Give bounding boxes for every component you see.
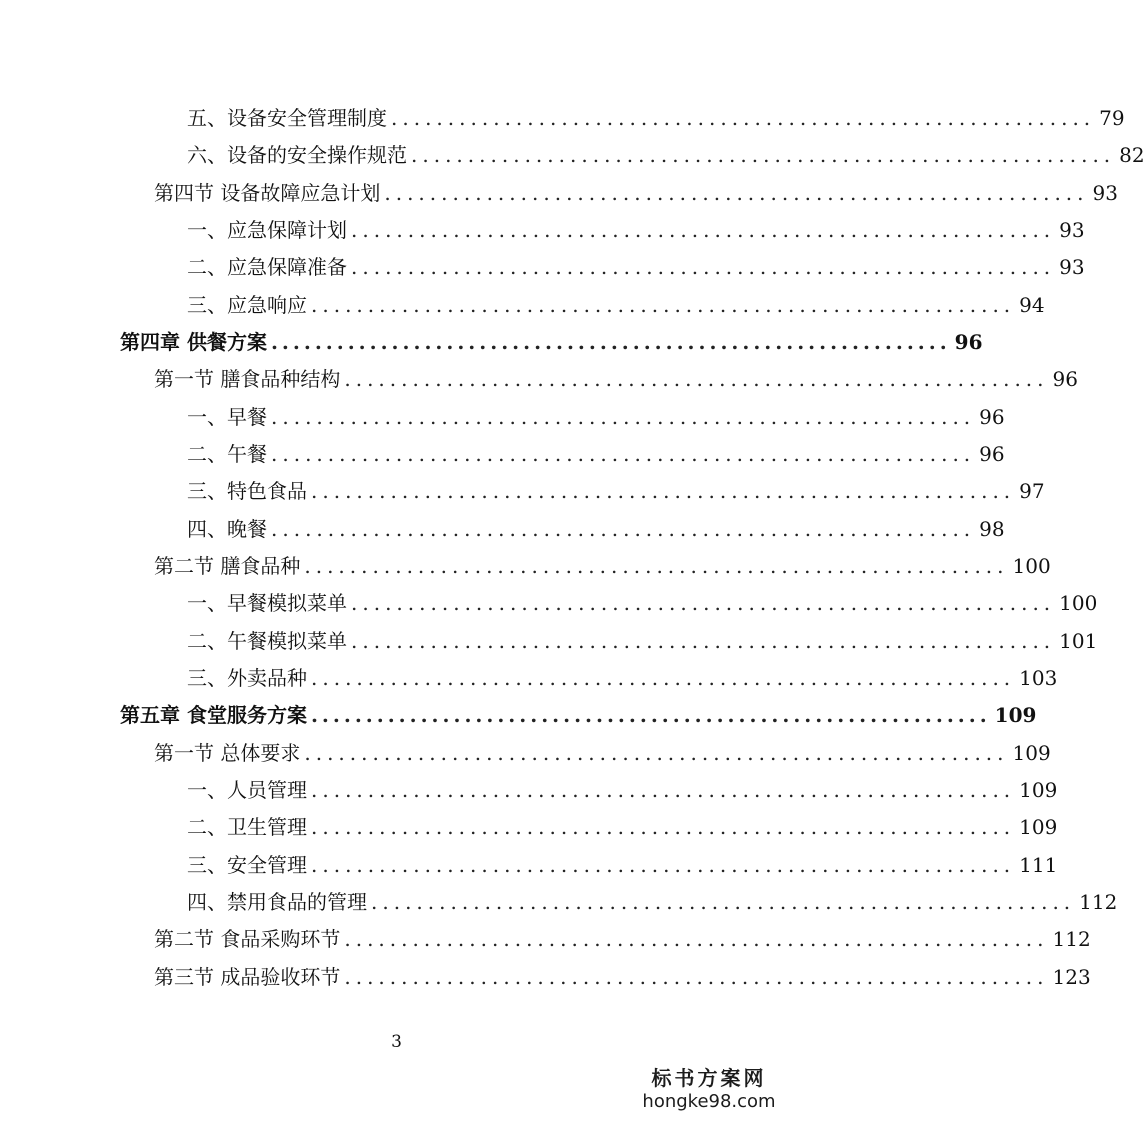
dot-leader: .............................................................. <box>271 517 976 541</box>
toc-entry-page: 109 <box>1019 778 1058 802</box>
toc-entry-page: 109 <box>1012 741 1051 765</box>
toc-entry-label: 三、特色食品 <box>187 479 307 503</box>
toc-entry[interactable] <box>187 249 1085 285</box>
toc-entry[interactable] <box>187 585 1098 621</box>
toc-entry[interactable] <box>187 212 1085 248</box>
dot-leader: .............................................................. <box>271 405 976 429</box>
dot-leader: .............................................................. <box>304 554 1009 578</box>
toc-entry[interactable] <box>187 399 1005 435</box>
dot-leader: .............................................................. <box>311 666 1016 690</box>
watermark-logo <box>639 1062 779 1112</box>
toc-entry-page: 100 <box>1059 591 1098 615</box>
toc-entry[interactable] <box>187 623 1098 659</box>
toc-entry-page: 112 <box>1079 890 1118 914</box>
toc-entry-page: 96 <box>954 330 983 354</box>
dot-leader: .............................................................. <box>351 218 1056 242</box>
toc-entry-page: 96 <box>979 405 1005 429</box>
dot-leader: .............................................................. <box>310 703 991 727</box>
toc-entry-label: 三、外卖品种 <box>187 666 307 690</box>
toc-entry-page: 112 <box>1052 927 1091 951</box>
toc-entry-label: 第四节 设备故障应急计划 <box>154 181 381 205</box>
toc-entry-label: 六、设备的安全操作规范 <box>187 143 407 167</box>
toc-entry-page: 101 <box>1059 629 1098 653</box>
toc-entry[interactable] <box>187 809 1058 845</box>
toc-entry-label: 二、午餐 <box>187 442 267 466</box>
page-number: 3 <box>391 1032 402 1052</box>
toc-entry-page: 98 <box>979 517 1005 541</box>
toc-entry-label: 五、设备安全管理制度 <box>187 106 387 130</box>
dot-leader: .............................................................. <box>411 143 1116 167</box>
toc-entry[interactable] <box>187 287 1045 323</box>
toc-entry[interactable] <box>187 100 1125 136</box>
toc-entry-label: 第二节 膳食品种 <box>154 554 301 578</box>
watermark-title: 标书方案网 <box>651 1066 767 1090</box>
toc-entry[interactable] <box>154 921 1091 957</box>
toc-entry[interactable] <box>187 473 1045 509</box>
toc-entry[interactable] <box>154 959 1091 995</box>
toc-entry[interactable] <box>154 175 1118 211</box>
toc-entry[interactable] <box>154 548 1051 584</box>
toc-entry[interactable] <box>154 735 1051 771</box>
toc-entry[interactable] <box>187 511 1005 547</box>
dot-leader: .............................................................. <box>304 741 1009 765</box>
toc-entry-chapter[interactable] <box>120 324 983 360</box>
toc-entry-page: 111 <box>1019 853 1058 877</box>
dot-leader: .............................................................. <box>384 181 1089 205</box>
toc-entry-label: 三、安全管理 <box>187 853 307 877</box>
toc-entry-page: 93 <box>1059 255 1085 279</box>
dot-leader: .............................................................. <box>351 629 1056 653</box>
toc-entry-page: 96 <box>1052 367 1078 391</box>
toc-entry-page: 93 <box>1092 181 1118 205</box>
toc-entry-page: 100 <box>1012 554 1051 578</box>
watermark-url: hongke98.com <box>642 1091 776 1112</box>
dot-leader: .............................................................. <box>351 591 1056 615</box>
toc-entry-label: 第二节 食品采购环节 <box>154 927 341 951</box>
toc-entry[interactable] <box>187 137 1145 173</box>
dot-leader: .............................................................. <box>311 479 1016 503</box>
toc-entry-label: 一、早餐模拟菜单 <box>187 591 347 615</box>
toc-entry-label: 四、禁用食品的管理 <box>187 890 367 914</box>
toc-entry-chapter[interactable] <box>120 697 1037 733</box>
toc-entry-label: 第一节 膳食品种结构 <box>154 367 341 391</box>
dot-leader: .............................................................. <box>270 330 951 354</box>
toc-entry-page: 103 <box>1019 666 1058 690</box>
toc-entry[interactable] <box>187 772 1058 808</box>
toc-entry-page: 79 <box>1099 106 1125 130</box>
toc-entry-label: 第三节 成品验收环节 <box>154 965 341 989</box>
toc-entry-page: 96 <box>979 442 1005 466</box>
toc-entry-label: 四、晚餐 <box>187 517 267 541</box>
toc-entry-page: 123 <box>1052 965 1091 989</box>
toc-entry[interactable] <box>187 847 1058 883</box>
dot-leader: .............................................................. <box>391 106 1096 130</box>
toc-entry-page: 109 <box>1019 815 1058 839</box>
toc-entry-page: 94 <box>1019 293 1045 317</box>
dot-leader: .............................................................. <box>344 367 1049 391</box>
toc-entry-label: 二、午餐模拟菜单 <box>187 629 347 653</box>
dot-leader: .............................................................. <box>311 815 1016 839</box>
toc-entry-page: 109 <box>994 703 1037 727</box>
toc-entry[interactable] <box>187 436 1005 472</box>
dot-leader: .............................................................. <box>351 255 1056 279</box>
dot-leader: .............................................................. <box>311 853 1016 877</box>
toc-entry[interactable] <box>187 884 1118 920</box>
dot-leader: .............................................................. <box>371 890 1076 914</box>
toc-entry-label: 二、卫生管理 <box>187 815 307 839</box>
toc-entry-label: 第四章 供餐方案 <box>120 330 267 354</box>
dot-leader: .............................................................. <box>271 442 976 466</box>
toc-entry-page: 82 <box>1119 143 1145 167</box>
toc-entry-label: 第五章 食堂服务方案 <box>120 703 307 727</box>
toc-entry-label: 第一节 总体要求 <box>154 741 301 765</box>
dot-leader: .............................................................. <box>311 778 1016 802</box>
toc-entry-label: 一、人员管理 <box>187 778 307 802</box>
dot-leader: .............................................................. <box>344 927 1049 951</box>
toc-entry-page: 93 <box>1059 218 1085 242</box>
toc-entry-label: 一、应急保障计划 <box>187 218 347 242</box>
toc-entry[interactable] <box>187 660 1058 696</box>
toc-entry-page: 97 <box>1019 479 1045 503</box>
toc-entry-label: 三、应急响应 <box>187 293 307 317</box>
dot-leader: .............................................................. <box>311 293 1016 317</box>
toc-entry[interactable] <box>154 361 1078 397</box>
toc-entry-label: 二、应急保障准备 <box>187 255 347 279</box>
toc-entry-label: 一、早餐 <box>187 405 267 429</box>
dot-leader: .............................................................. <box>344 965 1049 989</box>
